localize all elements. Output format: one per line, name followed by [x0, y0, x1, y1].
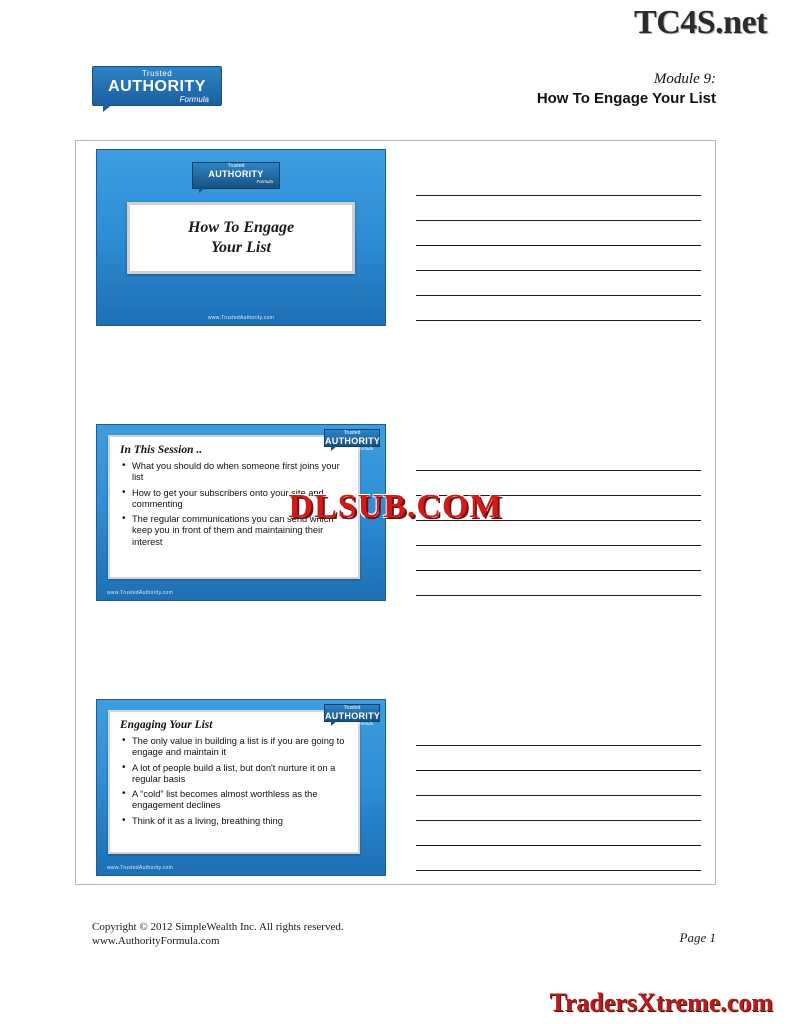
- slide-footer-url: www.TrustedAuthority.com: [207, 315, 275, 321]
- handout-row: [96, 699, 696, 879]
- page-header: [0, 62, 791, 122]
- list-item: • The only value in building a list is if you are going to engage and maintain it: [120, 736, 350, 759]
- page-number: Page 1: [679, 930, 716, 945]
- list-item: • The regular communications you can send which keep you in front of them and maintaining their interest: [120, 514, 350, 548]
- note-line[interactable]: [416, 546, 701, 571]
- slide-logo: [192, 162, 280, 189]
- note-line[interactable]: [416, 821, 701, 846]
- slide-thumbnail-1[interactable]: [96, 149, 386, 326]
- slide-bullet-list: [120, 736, 350, 827]
- footer-copyright-block: [92, 920, 344, 948]
- slide-logo-formula: Formula: [356, 721, 373, 726]
- slide-heading: Engaging Your List: [120, 719, 213, 731]
- note-line[interactable]: [416, 721, 701, 746]
- note-lines-3[interactable]: [416, 721, 701, 871]
- note-line[interactable]: [416, 746, 701, 771]
- list-item: • A lot of people build a list, but don't nurture it on a regular basis: [120, 763, 350, 786]
- slide-title-text: How To Engage Your List: [187, 219, 295, 256]
- module-label: Module 9:: [653, 71, 716, 87]
- header-text-block: [537, 70, 716, 109]
- trusted-authority-logo: [92, 66, 222, 114]
- copyright-text: Copyright © 2012 SimpleWealth Inc. All rights reserved.: [92, 921, 344, 933]
- note-line[interactable]: [416, 796, 701, 821]
- logo-formula-text: Formula: [179, 95, 209, 104]
- slide-logo-tail-icon: [331, 721, 337, 726]
- slide-title-card: [127, 202, 355, 274]
- list-item: • What you should do when someone first joins your list: [120, 461, 350, 484]
- handout-row: [96, 149, 696, 329]
- slide-logo-formula: Formula: [356, 446, 373, 451]
- note-line[interactable]: [416, 171, 701, 196]
- slide-thumbnail-3[interactable]: [96, 699, 386, 876]
- slide-logo-trusted: Trusted: [343, 705, 361, 711]
- slide-logo: [324, 704, 381, 726]
- note-line[interactable]: [416, 846, 701, 871]
- center-watermark: DLSUB.COM: [288, 488, 503, 525]
- note-lines-1[interactable]: [416, 171, 701, 321]
- logo-speech-tail-icon: [103, 104, 113, 112]
- slide-logo-authority: AUTHORITY: [325, 436, 381, 446]
- note-line[interactable]: [416, 296, 701, 321]
- page-title: How To Engage Your List: [536, 90, 716, 107]
- note-line[interactable]: [416, 571, 701, 596]
- note-line[interactable]: [416, 446, 701, 471]
- bottom-brand-watermark: TradersXtreme.com: [549, 988, 773, 1017]
- slide-content-card: [108, 710, 360, 854]
- slide-footer-url: www.TrustedAuthority.com: [107, 590, 174, 596]
- slide-logo-trusted: Trusted: [343, 430, 361, 436]
- top-brand-watermark: TC4S.net: [634, 4, 767, 41]
- logo-authority-text: AUTHORITY: [108, 78, 206, 95]
- note-line[interactable]: [416, 221, 701, 246]
- slide-logo-trusted: Trusted: [227, 163, 245, 169]
- slide-logo-formula: Formula: [256, 179, 273, 184]
- slide-logo-authority: AUTHORITY: [208, 169, 264, 179]
- slide-logo-tail-icon: [331, 446, 337, 451]
- slide-footer-url: www.TrustedAuthority.com: [107, 865, 174, 871]
- slide-logo: [324, 429, 381, 451]
- logo-badge: [92, 66, 222, 106]
- list-item: • A “cold” list becomes almost worthless as the engagement declines: [120, 789, 350, 812]
- slide-logo-authority: AUTHORITY: [325, 711, 381, 721]
- slide-logo-tail-icon: [199, 188, 205, 193]
- list-item: • Think of it as a living, breathing thing: [120, 816, 350, 827]
- logo-trusted-text: Trusted: [141, 69, 173, 78]
- footer-website: www.AuthorityFormula.com: [92, 935, 220, 947]
- note-line[interactable]: [416, 246, 701, 271]
- note-line[interactable]: [416, 196, 701, 221]
- list-item: • How to get your subscribers onto your site and commenting: [120, 488, 350, 511]
- note-line[interactable]: [416, 271, 701, 296]
- note-line[interactable]: [416, 771, 701, 796]
- slide-heading: In This Session ..: [120, 444, 203, 456]
